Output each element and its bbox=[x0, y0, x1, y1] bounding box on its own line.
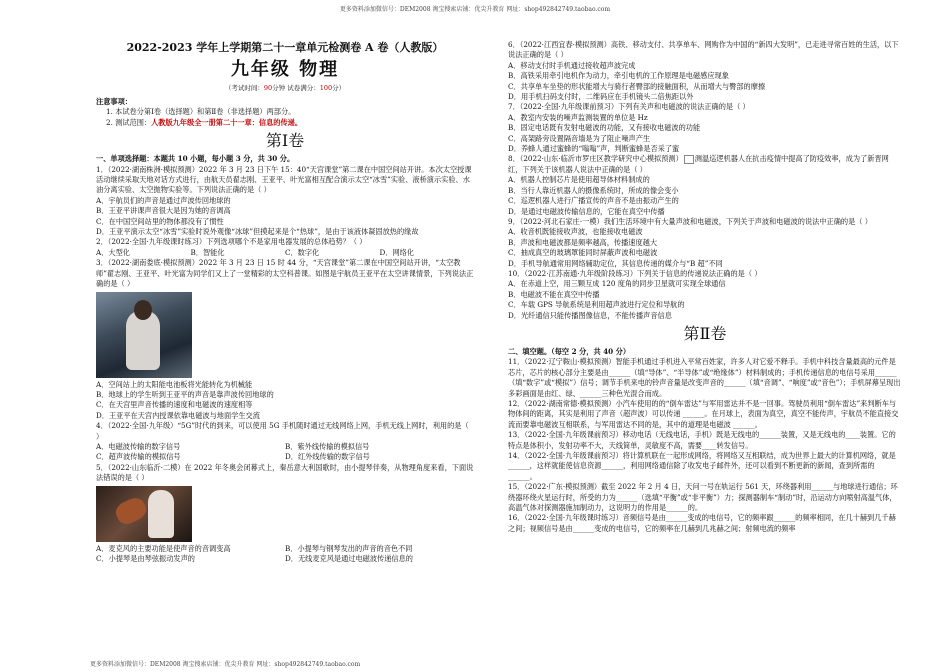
q5-options-row2 bbox=[96, 554, 474, 564]
notice-1: 1. 本试卷分第Ⅰ卷（选择题）和第Ⅱ卷（非选择题）两部分。 bbox=[106, 107, 296, 117]
q4-stem: 4．（2022·全国·九年级）“5G”时代的到来，可以使用 5G 手机随时通过无线网络上网，手机无线上网时，利用的是（ ） bbox=[96, 421, 469, 441]
part-2-title: 第Ⅱ卷 bbox=[683, 323, 727, 343]
q2-option-c: C．数字化 bbox=[285, 247, 320, 257]
q2-options bbox=[96, 248, 474, 258]
q8-stem-a: 8．（2022·山东·临沂市罗庄区教学研究中心模拟预测） bbox=[508, 154, 683, 164]
notice-2-prefix: 2. 测试范围： bbox=[106, 117, 152, 127]
q12-text: 12．（2022·湖南常德·模拟预测）小汽车使用的的“倒车雷达”与军用雷达并不是一回事。驾驶员利用“倒车雷达”来判断车与物体间的距离，其实是利用了声音（超声波）可以传递 ______。在月球上，表面为真空，真空不能传声，宇航员不能直接交流而要靠电磁波互相联系，与军用雷达不同的是，其中的道理是电磁波 ______。 bbox=[508, 399, 899, 429]
exam-time: 90 bbox=[263, 84, 273, 92]
q5-option-c: C．小提琴是由琴弦振动发声的 bbox=[96, 553, 195, 563]
q9-option-a: A．收音机既能接收声波，也能接收电磁波 bbox=[508, 227, 643, 237]
q8-stem-b: 测温巡逻机器人在抗击疫情中提高了防疫效率，成为了新晋网红，下列关于该机器人说法中正确的是（ ） bbox=[508, 154, 889, 174]
violin-photo bbox=[96, 486, 192, 542]
notice-2 bbox=[96, 118, 474, 128]
q4-option-a: A．电磁波传输的数字信号 bbox=[96, 441, 181, 451]
q9-stem: 9．（2022·河北石家庄·一模）我们生活环境中有大量声波和电磁波，下列关于声波和电磁波的说法中正确的是（ ） bbox=[508, 216, 872, 226]
q6-stem: 6．（2022·江西宜春·模拟预测）高铁、移动支付、共享单车、网购作为中国的“新四大发明”，已走进寻常百姓的生活，以下说法正确的是（ ） bbox=[508, 40, 899, 60]
part-1-title: 第Ⅰ卷 bbox=[265, 131, 305, 151]
q8-stem bbox=[508, 154, 902, 175]
q5-option-a: A．麦克风的主要功能是使声音的音调变高 bbox=[96, 543, 231, 553]
section-1-heading: 一、单项选择题：本题共 10 小题，每小题 3 分，共 30 分。 bbox=[96, 154, 295, 164]
q7-option-b: B．固定电话既有发射电磁波的功能，又有接收电磁波的功能 bbox=[508, 123, 701, 133]
top-banner: 更多资料添加微信号：DEM2008 淘宝搜索店铺：优尖升教育 网址：shop492842749.taobao.com bbox=[339, 6, 611, 13]
q7-stem: 7．（2022·全国·九年级课前预习）下列有关声和电磁波的说法正确的是（ ） bbox=[508, 102, 750, 112]
q4-option-d: D．红外线传输的数字信号 bbox=[285, 452, 370, 462]
exam-subtitle: 九年级 物理 bbox=[230, 59, 340, 80]
q15-text: 15．（2022·广东·模拟预测）截至 2022 年 2 月 4 日，天问一号在轨运行 561 天，环绕器利用______与地球进行通信；环绕器环绕火星运行时，所受的力为______（选填“平衡”或“非平衡”）力；探测器制车“制动”时，沿运动方向喷射高温气体，高温气体对探测器施加制动力，这说明力的作用是______的。 bbox=[508, 482, 898, 513]
exam-title: 2022-2023 学年上学期第二十一章单元检测卷 A 卷（人教版） bbox=[126, 41, 444, 54]
q8-option-b: B．当行人靠近机器人的摄像系统时，所成的像会变小 bbox=[508, 185, 679, 195]
q2-option-d: D．网络化 bbox=[379, 247, 415, 257]
q5-option-b: B．小提琴与钢琴发出的声音的音色不同 bbox=[285, 543, 413, 553]
q8-option-c: C．巡逻机器人进行广播宣传的声音不是由振动产生的 bbox=[508, 196, 679, 206]
q7-option-d: D．养蜂人通过蜜蜂的“嗡嗡”声，判断蜜蜂是否采了蜜 bbox=[508, 144, 680, 154]
q3-stem: 3．（2022·湖南娄底·模拟预测）2022 年 3 月 23 日 15 时 44 分，“天宫课堂”第二课在中国空间站开讲，“太空教师”翟志刚、王亚平、叶光富为同学们又上了一堂精彩的太空科普课。如图是宇航员王亚平在太空讲课情景，下列说法正确的是（ ） bbox=[96, 258, 474, 289]
singer-figure bbox=[148, 490, 174, 538]
q8-option-a: A．机器人控制芯片是使用超导体材料制成的 bbox=[508, 175, 650, 185]
q7-option-a: A．教室内安装的噪声监测装置的单位是 Hz bbox=[508, 112, 648, 122]
q6-option-c: C．共享单车坐垫的形状能增大与骑行者臀部的接触面积，从而增大与臀部的摩擦 bbox=[508, 81, 766, 91]
q10-option-a: A．在赤道上空，用三颗互成 120 度角的同步卫星就可实现全球通信 bbox=[508, 279, 726, 289]
notice-title: 注意事项： bbox=[96, 97, 132, 106]
q5-option-d: D．无线麦克风是通过电磁波传递信息的 bbox=[285, 553, 413, 563]
q8-option-d: D．是通过电磁波传输信息的，它能在真空中传播 bbox=[508, 206, 665, 216]
right-column bbox=[508, 40, 902, 534]
q2-option-b: B．智能化 bbox=[190, 247, 225, 257]
q6-option-b: B．高铁采用牵引电机作为动力，牵引电机的工作原理是电磁感应现象 bbox=[508, 71, 729, 81]
q5-stem: 5．（2022·山东临沂·二模）在 2022 年冬奥会闭幕式上，秦岳意大利国歌时，由小提琴伴奏，从物理角度来看，下面说法错误的是（ ） bbox=[96, 462, 474, 483]
exam-score: 100 bbox=[319, 84, 333, 92]
q3-option-a: A．空间站上的太阳能电池板将光能转化为机械能 bbox=[96, 379, 253, 389]
q9-option-c: C．抽成真空的玻璃罩能同时屏蔽声波和电磁波 bbox=[508, 248, 658, 258]
q1-option-d: D．王亚平演示太空“冰雪”实验时说外观像“冰球”但摸起来是个“热球”，是由于该液体凝固放热的缘故 bbox=[96, 227, 419, 237]
q13-text: 13．（2022·全国·九年级课前预习）移动电话（无线电话，手机）既是无线电的______装置，又是无线电的____装置。它的特点是体积小，发射功率不大，天线简单，灵敏度不高，需要____转发信号。 bbox=[508, 430, 896, 450]
notice-2-range: 人教版九年级全一册第二十一章：信息的传递。 bbox=[151, 117, 303, 127]
meta-suffix: 分） bbox=[332, 84, 346, 92]
q1-stem: 1．（2022·湖南株洲·模拟预测）2022 年 3 月 23 日下午 15：40“天宫课堂”第二课在中国空间站开讲。本次太空授课活动继续采取天地对话方式进行，由航天员翟志刚、王亚平、叶光富相互配合演示太空“冰雪”实验、液桥演示实验、水油分离实验、太空抛物实验等。下列说法正确的是（ ） bbox=[96, 164, 472, 195]
section-2-heading: 二、填空题。（每空 2 分，共 40 分） bbox=[508, 346, 631, 356]
q10-option-b: B．电磁波不能在真空中传播 bbox=[508, 289, 600, 299]
astronaut-photo bbox=[96, 292, 192, 378]
q1-option-a: A．宇航员们的声音是通过声波传回地球的 bbox=[96, 195, 231, 205]
q10-option-d: D．光纤通信只能传播图像信息，不能传播声音信息 bbox=[508, 310, 672, 320]
robot-image-icon bbox=[684, 155, 694, 164]
q10-option-c: C．车载 GPS 导航系统是利用超声波进行定位和导航的 bbox=[508, 300, 685, 310]
q6-option-a: A．移动支付时手机通过接收超声波完成 bbox=[508, 60, 636, 70]
q9-option-b: B．声波和电磁波都是频率越高，传播速度越大 bbox=[508, 237, 658, 247]
q14-text: 14．（2022·全国·九年级课前预习）将计算机联在一起形成网络，将网络又互相联结，成为世界上最大的计算机网络，就是______，这样就能使信息资源______，利用网络通信除了收发电子邮件外，还可以看到不断更新的新闻，查到所需的______。 bbox=[508, 451, 896, 481]
q1-option-b: B．王亚平讲课声音很大是因为她的音调高 bbox=[96, 206, 231, 216]
q4-option-b: B．紫外线传输的模拟信号 bbox=[285, 441, 370, 451]
q7-option-c: C．高架路旁设置隔音墙是为了阻止噪声产生 bbox=[508, 133, 651, 143]
meta-mid: 分钟 试卷满分： bbox=[272, 84, 320, 92]
exam-meta bbox=[96, 83, 474, 93]
q9-option-d: D．手机导航通常用网络辅助定位，其信息传递的媒介与“B 超”不同 bbox=[508, 258, 723, 268]
q16-text: 16．（2022·全国·九年级课时练习）音频信号是由______变成的电信号，它的频率跟______的频率相同，在几十赫到几千赫之间；视频信号是由______变成的电信号，它的频率在几赫到几兆赫之间；射频电流的频率 bbox=[508, 513, 896, 533]
astronaut-head bbox=[134, 300, 152, 320]
q1-option-c: C．在中国空间站里的物体都没有了惯性 bbox=[96, 216, 224, 226]
q2-option-a: A．大型化 bbox=[96, 247, 130, 257]
q6-option-d: D．用手机扫码支付时，二维码应在手机镜头二倍焦距以外 bbox=[508, 92, 694, 102]
q10-stem: 10．（2022·江苏南通·九年级阶段练习）下列关于信息的传递说法正确的是（ ） bbox=[508, 268, 762, 278]
q4-options-row1 bbox=[96, 442, 474, 452]
q3-option-c: C．在天宫里声音传播的速度和电磁波的速度相等 bbox=[96, 400, 253, 410]
q5-options-row1 bbox=[96, 544, 474, 554]
q3-option-b: B．地球上的学生听到王亚平的声音是靠声波传回地球的 bbox=[96, 389, 274, 399]
q2-stem: 2．（2022·全国·九年级课时练习）下列选项哪个不是家用电器发展的总体趋势？（ ） bbox=[96, 237, 367, 247]
meta-prefix: （考试时间： bbox=[224, 84, 264, 92]
q4-options-row2 bbox=[96, 452, 474, 462]
q4-option-c: C．超声波传输的模拟信号 bbox=[96, 452, 181, 462]
left-column bbox=[96, 40, 474, 564]
violin-shape bbox=[113, 494, 149, 527]
q3-option-d: D．王亚平在天宫内授课依靠电磁波与地面学生交流 bbox=[96, 410, 260, 420]
q11-text: 11．（2022·辽宁鞍山·模拟预测）智能手机通过手机进入平常百姓家，许多人对它爱不释手。手机中科技含量最高的元件是芯片，芯片的核心部分主要是由______（填“导体”、“半导体”或“绝缘体”）材料制成的；手机传递信息的电信号采用______（填“数字”或“模拟”）信号；调节手机来电的铃声音量是改变声音的______（填“音调”、“响度”或“音色”）；手机屏幕呈现出多彩画面是由红、绿、______三种色光混合而成。 bbox=[508, 357, 901, 398]
bottom-banner: 更多资料添加微信号：DEM2008 淘宝搜索店铺：优尖升教育 网址：shop492842749.taobao.com bbox=[90, 661, 361, 668]
